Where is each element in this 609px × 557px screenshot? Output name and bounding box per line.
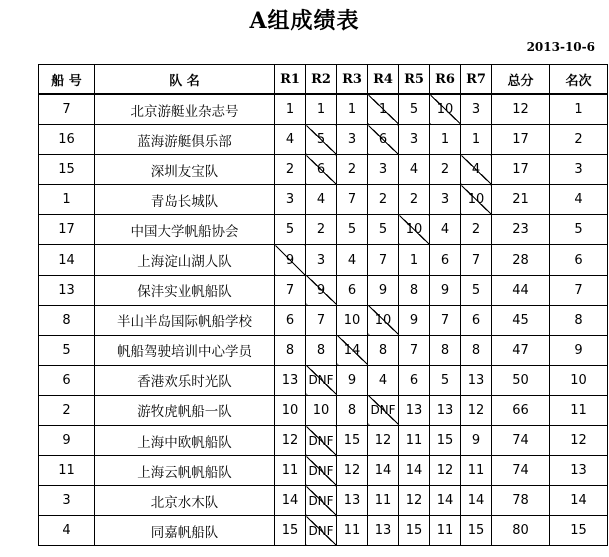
race-score-cell: 11 [368,486,399,516]
total-score-cell: 66 [492,395,550,425]
race-score-cell: 13 [399,395,430,425]
header-r7: R7 [461,65,492,95]
race-score-cell: 6 [275,305,306,335]
race-score-cell: 3 [306,245,337,275]
table-row [39,275,608,305]
race-score-cell: 1 [399,245,430,275]
table-row [39,426,608,456]
race-score-cell: DNF [368,395,399,425]
race-score-cell: 7 [337,185,368,215]
race-score-cell: 10 [399,215,430,245]
race-score-cell: 8 [430,335,461,365]
team-name-cell: 半山半岛国际帆船学校 [95,305,275,335]
race-score-cell: 7 [399,335,430,365]
header-team: 队 名 [95,65,275,95]
total-score-cell: 17 [492,125,550,155]
total-score-cell: 17 [492,155,550,185]
race-score-cell: 5 [306,125,337,155]
header-rank: 名次 [550,65,608,95]
race-score-cell: 3 [399,125,430,155]
race-score-cell: 14 [399,456,430,486]
race-score-cell: 14 [275,486,306,516]
race-score-cell: 12 [337,456,368,486]
table-row [39,94,608,125]
rank-cell: 1 [550,94,608,125]
race-score-cell: 7 [368,245,399,275]
race-score-cell: 13 [337,486,368,516]
race-score-cell: 15 [275,516,306,546]
race-score-cell: 5 [399,94,430,125]
race-score-cell: 12 [399,486,430,516]
total-score-cell: 47 [492,335,550,365]
race-score-cell: 1 [461,125,492,155]
table-row [39,486,608,516]
boat-number-cell: 2 [39,395,95,425]
rank-cell: 13 [550,456,608,486]
table-row [39,185,608,215]
team-name-cell: 中国大学帆船协会 [95,215,275,245]
race-score-cell: 1 [430,125,461,155]
total-score-cell: 12 [492,94,550,125]
boat-number-cell: 14 [39,245,95,275]
race-score-cell: 1 [275,94,306,125]
total-score-cell: 21 [492,185,550,215]
date-label: 2013-10-6 [526,40,595,54]
race-score-cell: 1 [306,94,337,125]
team-name-cell: 上海云帆帆船队 [95,456,275,486]
team-name-cell: 青岛长城队 [95,185,275,215]
rank-cell: 7 [550,275,608,305]
race-score-cell: 5 [461,275,492,305]
rank-cell: 8 [550,305,608,335]
race-score-cell: 15 [430,426,461,456]
race-score-cell: 3 [368,155,399,185]
race-score-cell: 11 [461,456,492,486]
table-row [39,516,608,546]
boat-number-cell: 6 [39,365,95,395]
team-name-cell: 香港欢乐时光队 [95,365,275,395]
race-score-cell: 3 [430,185,461,215]
table-row [39,365,608,395]
race-score-cell: 11 [430,516,461,546]
race-score-cell: DNF [306,486,337,516]
race-score-cell: 5 [368,215,399,245]
race-score-cell: 9 [399,305,430,335]
race-score-cell: 4 [275,125,306,155]
table-row [39,155,608,185]
race-score-cell: 4 [337,245,368,275]
header-r1: R1 [275,65,306,95]
boat-number-cell: 3 [39,486,95,516]
header-boat: 船 号 [39,65,95,95]
race-score-cell: 7 [275,275,306,305]
race-score-cell: 15 [337,426,368,456]
race-score-cell: 15 [399,516,430,546]
total-score-cell: 45 [492,305,550,335]
race-score-cell: 2 [306,215,337,245]
rank-cell: 2 [550,125,608,155]
boat-number-cell: 16 [39,125,95,155]
race-score-cell: 6 [461,305,492,335]
race-score-cell: 8 [461,335,492,365]
race-score-cell: 9 [337,365,368,395]
boat-number-cell: 7 [39,94,95,125]
total-score-cell: 78 [492,486,550,516]
boat-number-cell: 13 [39,275,95,305]
rank-cell: 9 [550,335,608,365]
race-score-cell: 10 [275,395,306,425]
header-r4: R4 [368,65,399,95]
results-table [38,64,608,546]
team-name-cell: 北京水木队 [95,486,275,516]
rank-cell: 4 [550,185,608,215]
table-row [39,395,608,425]
header-total: 总分 [492,65,550,95]
total-score-cell: 28 [492,245,550,275]
race-score-cell: 10 [337,305,368,335]
race-score-cell: 11 [399,426,430,456]
race-score-cell: 8 [275,335,306,365]
team-name-cell: 上海中欧帆船队 [95,426,275,456]
rank-cell: 5 [550,215,608,245]
team-name-cell: 深圳友宝队 [95,155,275,185]
race-score-cell: 12 [461,395,492,425]
rank-cell: 12 [550,426,608,456]
boat-number-cell: 17 [39,215,95,245]
race-score-cell: 10 [461,185,492,215]
race-score-cell: 5 [337,215,368,245]
race-score-cell: 9 [368,275,399,305]
race-score-cell: 8 [368,335,399,365]
total-score-cell: 80 [492,516,550,546]
team-name-cell: 保沣实业帆船队 [95,275,275,305]
race-score-cell: 9 [461,426,492,456]
race-score-cell: 13 [368,516,399,546]
team-name-cell: 北京游艇业杂志号 [95,94,275,125]
team-name-cell: 上海淀山湖人队 [95,245,275,275]
race-score-cell: 9 [430,275,461,305]
race-score-cell: 12 [368,426,399,456]
race-score-cell: 14 [461,486,492,516]
page-title: A组成绩表 [249,8,360,34]
race-score-cell: 4 [368,365,399,395]
race-score-cell: 6 [430,245,461,275]
team-name-cell: 帆船驾驶培训中心学员 [95,335,275,365]
race-score-cell: 15 [461,516,492,546]
race-score-cell: 7 [461,245,492,275]
header-r3: R3 [337,65,368,95]
race-score-cell: 10 [430,94,461,125]
boat-number-cell: 4 [39,516,95,546]
race-score-cell: 8 [306,335,337,365]
race-score-cell: DNF [306,516,337,546]
race-score-cell: 11 [275,456,306,486]
boat-number-cell: 5 [39,335,95,365]
race-score-cell: 12 [430,456,461,486]
race-score-cell: 1 [337,94,368,125]
boat-number-cell: 9 [39,426,95,456]
race-score-cell: 13 [275,365,306,395]
race-score-cell: 13 [461,365,492,395]
race-score-cell: 14 [368,456,399,486]
race-score-cell: 6 [399,365,430,395]
rank-cell: 11 [550,395,608,425]
table-row [39,456,608,486]
race-score-cell: 14 [430,486,461,516]
race-score-cell: 2 [275,155,306,185]
table-row [39,305,608,335]
header-row [39,65,608,95]
race-score-cell: 6 [368,125,399,155]
race-score-cell: 10 [306,395,337,425]
table-row [39,125,608,155]
team-name-cell: 游牧虎帆船一队 [95,395,275,425]
header-r5: R5 [399,65,430,95]
race-score-cell: 12 [275,426,306,456]
rank-cell: 15 [550,516,608,546]
race-score-cell: 13 [430,395,461,425]
race-score-cell: 11 [337,516,368,546]
race-score-cell: 3 [275,185,306,215]
race-score-cell: DNF [306,365,337,395]
boat-number-cell: 8 [39,305,95,335]
team-name-cell: 同嘉帆船队 [95,516,275,546]
race-score-cell: 10 [368,305,399,335]
race-score-cell: 14 [337,335,368,365]
race-score-cell: 7 [430,305,461,335]
team-name-cell: 蓝海游艇俱乐部 [95,125,275,155]
table-row [39,335,608,365]
race-score-cell: 8 [399,275,430,305]
race-score-cell: 9 [306,275,337,305]
boat-number-cell: 15 [39,155,95,185]
race-score-cell: 2 [430,155,461,185]
rank-cell: 10 [550,365,608,395]
race-score-cell: 3 [461,94,492,125]
race-score-cell: 6 [337,275,368,305]
total-score-cell: 23 [492,215,550,245]
race-score-cell: 6 [306,155,337,185]
race-score-cell: 4 [430,215,461,245]
race-score-cell: 5 [430,365,461,395]
header-r2: R2 [306,65,337,95]
race-score-cell: 7 [306,305,337,335]
rank-cell: 6 [550,245,608,275]
table-body [39,94,608,546]
rank-cell: 14 [550,486,608,516]
race-score-cell: 8 [337,395,368,425]
race-score-cell: 3 [337,125,368,155]
race-score-cell: DNF [306,456,337,486]
race-score-cell: 1 [368,94,399,125]
race-score-cell: 2 [368,185,399,215]
race-score-cell: DNF [306,426,337,456]
rank-cell: 3 [550,155,608,185]
race-score-cell: 2 [461,215,492,245]
race-score-cell: 4 [461,155,492,185]
race-score-cell: 4 [399,155,430,185]
table-row [39,215,608,245]
boat-number-cell: 1 [39,185,95,215]
total-score-cell: 74 [492,426,550,456]
race-score-cell: 4 [306,185,337,215]
race-score-cell: 5 [275,215,306,245]
table-row [39,245,608,275]
race-score-cell: 9 [275,245,306,275]
race-score-cell: 2 [337,155,368,185]
boat-number-cell: 11 [39,456,95,486]
race-score-cell: 2 [399,185,430,215]
total-score-cell: 44 [492,275,550,305]
total-score-cell: 50 [492,365,550,395]
total-score-cell: 74 [492,456,550,486]
header-r6: R6 [430,65,461,95]
